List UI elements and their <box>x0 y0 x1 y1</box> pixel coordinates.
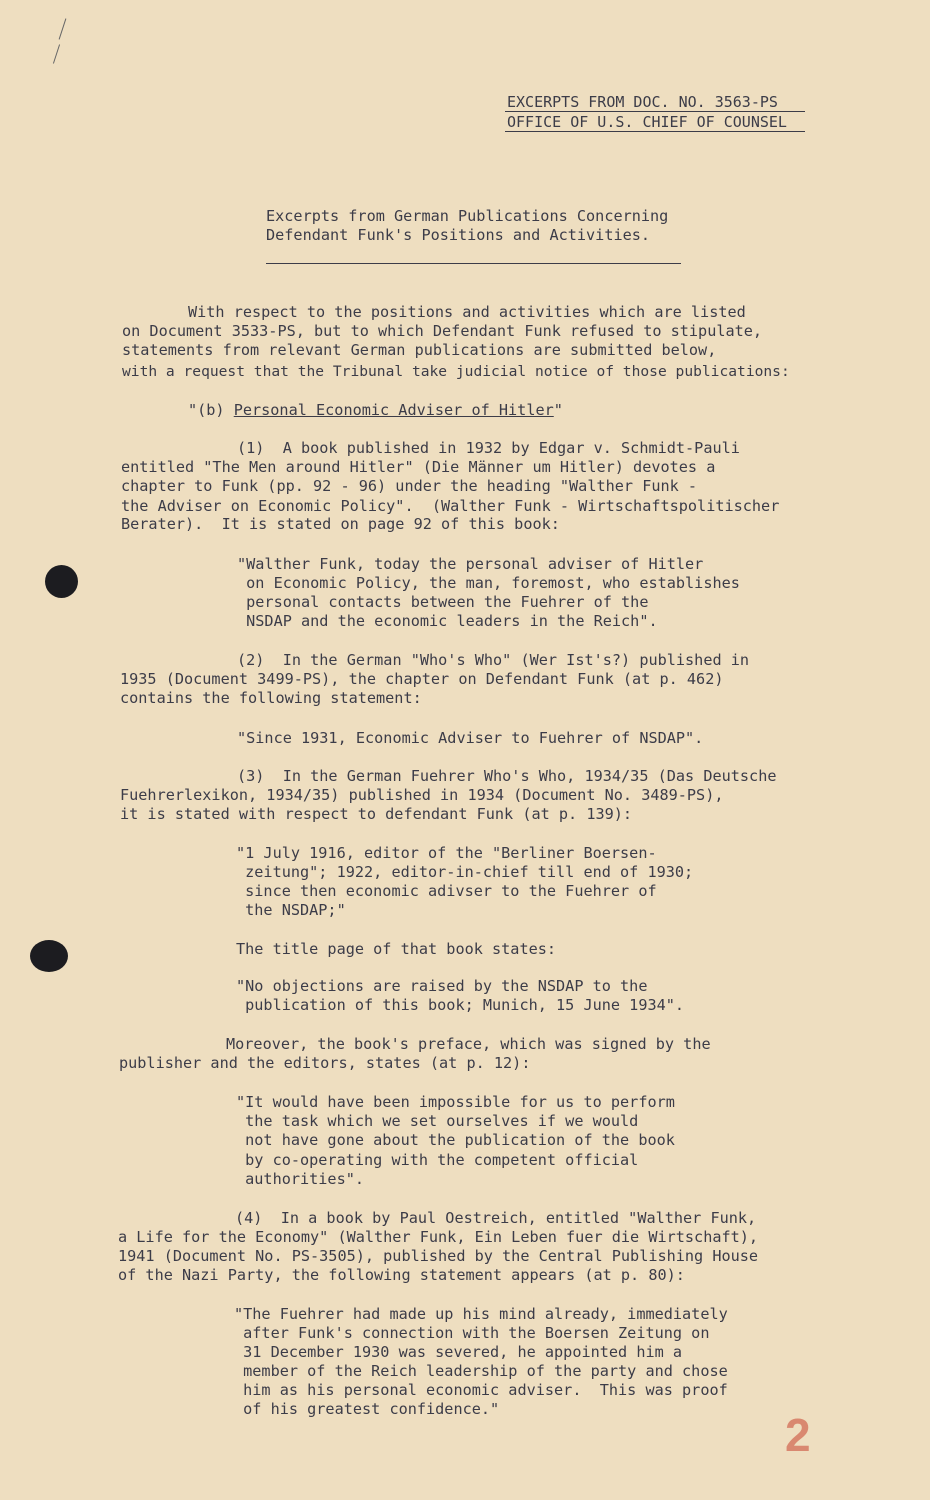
title-underline <box>266 263 681 264</box>
item1-line-4: the Adviser on Economic Policy". (Walther Funk - Wirtschaftspolitischer <box>121 497 780 515</box>
quote6-line-6: of his greatest confidence." <box>234 1400 500 1418</box>
intro-line-4: with a request that the Tribunal take judicial notice of those publications: <box>122 363 790 380</box>
title-page-line: The title page of that book states: <box>236 940 557 958</box>
header-doc-number: EXCERPTS FROM DOC. NO. 3563-PS <box>507 93 778 111</box>
document-title-line-2: Defendant Funk's Positions and Activities. <box>266 226 651 244</box>
section-heading-title: Personal Economic Adviser of Hitler <box>233 401 554 419</box>
section-heading-suffix: " <box>553 401 563 419</box>
item2-line-3: contains the following statement: <box>120 689 422 707</box>
quote4-line-1: "No objections are raised by the NSDAP to the <box>236 977 648 995</box>
pen-mark <box>53 44 60 63</box>
punch-hole-lower <box>30 940 68 972</box>
quote6-line-5: him as his personal economic adviser. This was proof <box>234 1381 728 1399</box>
item4-line-4: of the Nazi Party, the following statement appears (at p. 80): <box>118 1266 685 1284</box>
intro-line-2: on Document 3533-PS, but to which Defendant Funk refused to stipulate, <box>122 322 763 340</box>
item1-line-2: entitled "The Men around Hitler" (Die Männer um Hitler) devotes a <box>121 458 716 476</box>
item4-line-1: (4) In a book by Paul Oestreich, entitled "Walther Funk, <box>235 1209 757 1227</box>
quote1-line-4: NSDAP and the economic leaders in the Reich". <box>237 612 658 630</box>
preface-line-2: publisher and the editors, states (at p. 12): <box>119 1054 531 1072</box>
item3-line-1: (3) In the German Fuehrer Who's Who, 1934/35 (Das Deutsche <box>237 767 777 785</box>
quote3-line-4: the NSDAP;" <box>236 901 346 919</box>
quote6-line-3: 31 December 1930 was severed, he appointed him a <box>234 1343 683 1361</box>
quote1-line-3: personal contacts between the Fuehrer of the <box>237 593 649 611</box>
item1-line-1: (1) A book published in 1932 by Edgar v. Schmidt-Pauli <box>237 439 740 457</box>
document-title-line-1: Excerpts from German Publications Concerning <box>266 207 669 225</box>
quote5-line-4: by co-operating with the competent official <box>236 1151 639 1169</box>
item4-line-3: 1941 (Document No. PS-3505), published by the Central Publishing House <box>118 1247 759 1265</box>
quote6-line-4: member of the Reich leadership of the party and chose <box>234 1362 728 1380</box>
item4-line-2: a Life for the Economy" (Walther Funk, Ein Leben fuer die Wirtschaft), <box>118 1228 759 1246</box>
page-number: 2 <box>785 1409 811 1461</box>
quote6-line-2: after Funk's connection with the Boersen Zeitung on <box>234 1324 710 1342</box>
quote3-line-2: zeitung"; 1922, editor-in-chief till end of 1930; <box>236 863 694 881</box>
item3-line-3: it is stated with respect to defendant Funk (at p. 139): <box>120 805 633 823</box>
punch-hole-upper <box>45 565 78 598</box>
quote3-line-3: since then economic adivser to the Fuehrer of <box>236 882 657 900</box>
intro-line-1: With respect to the positions and activities which are listed <box>188 303 746 321</box>
header-office: OFFICE OF U.S. CHIEF OF COUNSEL <box>507 113 787 131</box>
item3-line-2: Fuehrerlexikon, 1934/35) published in 1934 (Document No. 3489-PS), <box>120 786 724 804</box>
section-heading-prefix: "(b) <box>188 401 234 419</box>
item1-line-5: Berater). It is stated on page 92 of this book: <box>121 515 560 533</box>
item2-line-1: (2) In the German "Who's Who" (Wer Ist's?) published in <box>237 651 750 669</box>
quote4-line-2: publication of this book; Munich, 15 June 1934". <box>236 996 685 1014</box>
quote3-line-1: "1 July 1916, editor of the "Berliner Boersen- <box>236 844 657 862</box>
quote1-line-2: on Economic Policy, the man, foremost, who establishes <box>237 574 740 592</box>
item2-line-2: 1935 (Document 3499-PS), the chapter on Defendant Funk (at p. 462) <box>120 670 724 688</box>
preface-line-1: Moreover, the book's preface, which was signed by the <box>226 1035 711 1053</box>
quote5-line-5: authorities". <box>236 1170 365 1188</box>
quote5-line-1: "It would have been impossible for us to perform <box>236 1093 675 1111</box>
item1-line-3: chapter to Funk (pp. 92 - 96) under the heading "Walther Funk - <box>121 477 698 495</box>
quote1-line-1: "Walther Funk, today the personal adviser of Hitler <box>237 555 704 573</box>
intro-line-3: statements from relevant German publications are submitted below, <box>122 341 717 359</box>
quote5-line-2: the task which we set ourselves if we would <box>236 1112 639 1130</box>
quote5-line-3: not have gone about the publication of the book <box>236 1131 675 1149</box>
header-rule-top <box>505 111 805 112</box>
pen-mark <box>59 18 67 39</box>
header-rule-bottom <box>505 131 805 132</box>
section-heading <box>188 401 563 420</box>
quote2-line: "Since 1931, Economic Adviser to Fuehrer of NSDAP". <box>237 729 704 747</box>
quote6-line-1: "The Fuehrer had made up his mind already, immediately <box>234 1305 728 1323</box>
